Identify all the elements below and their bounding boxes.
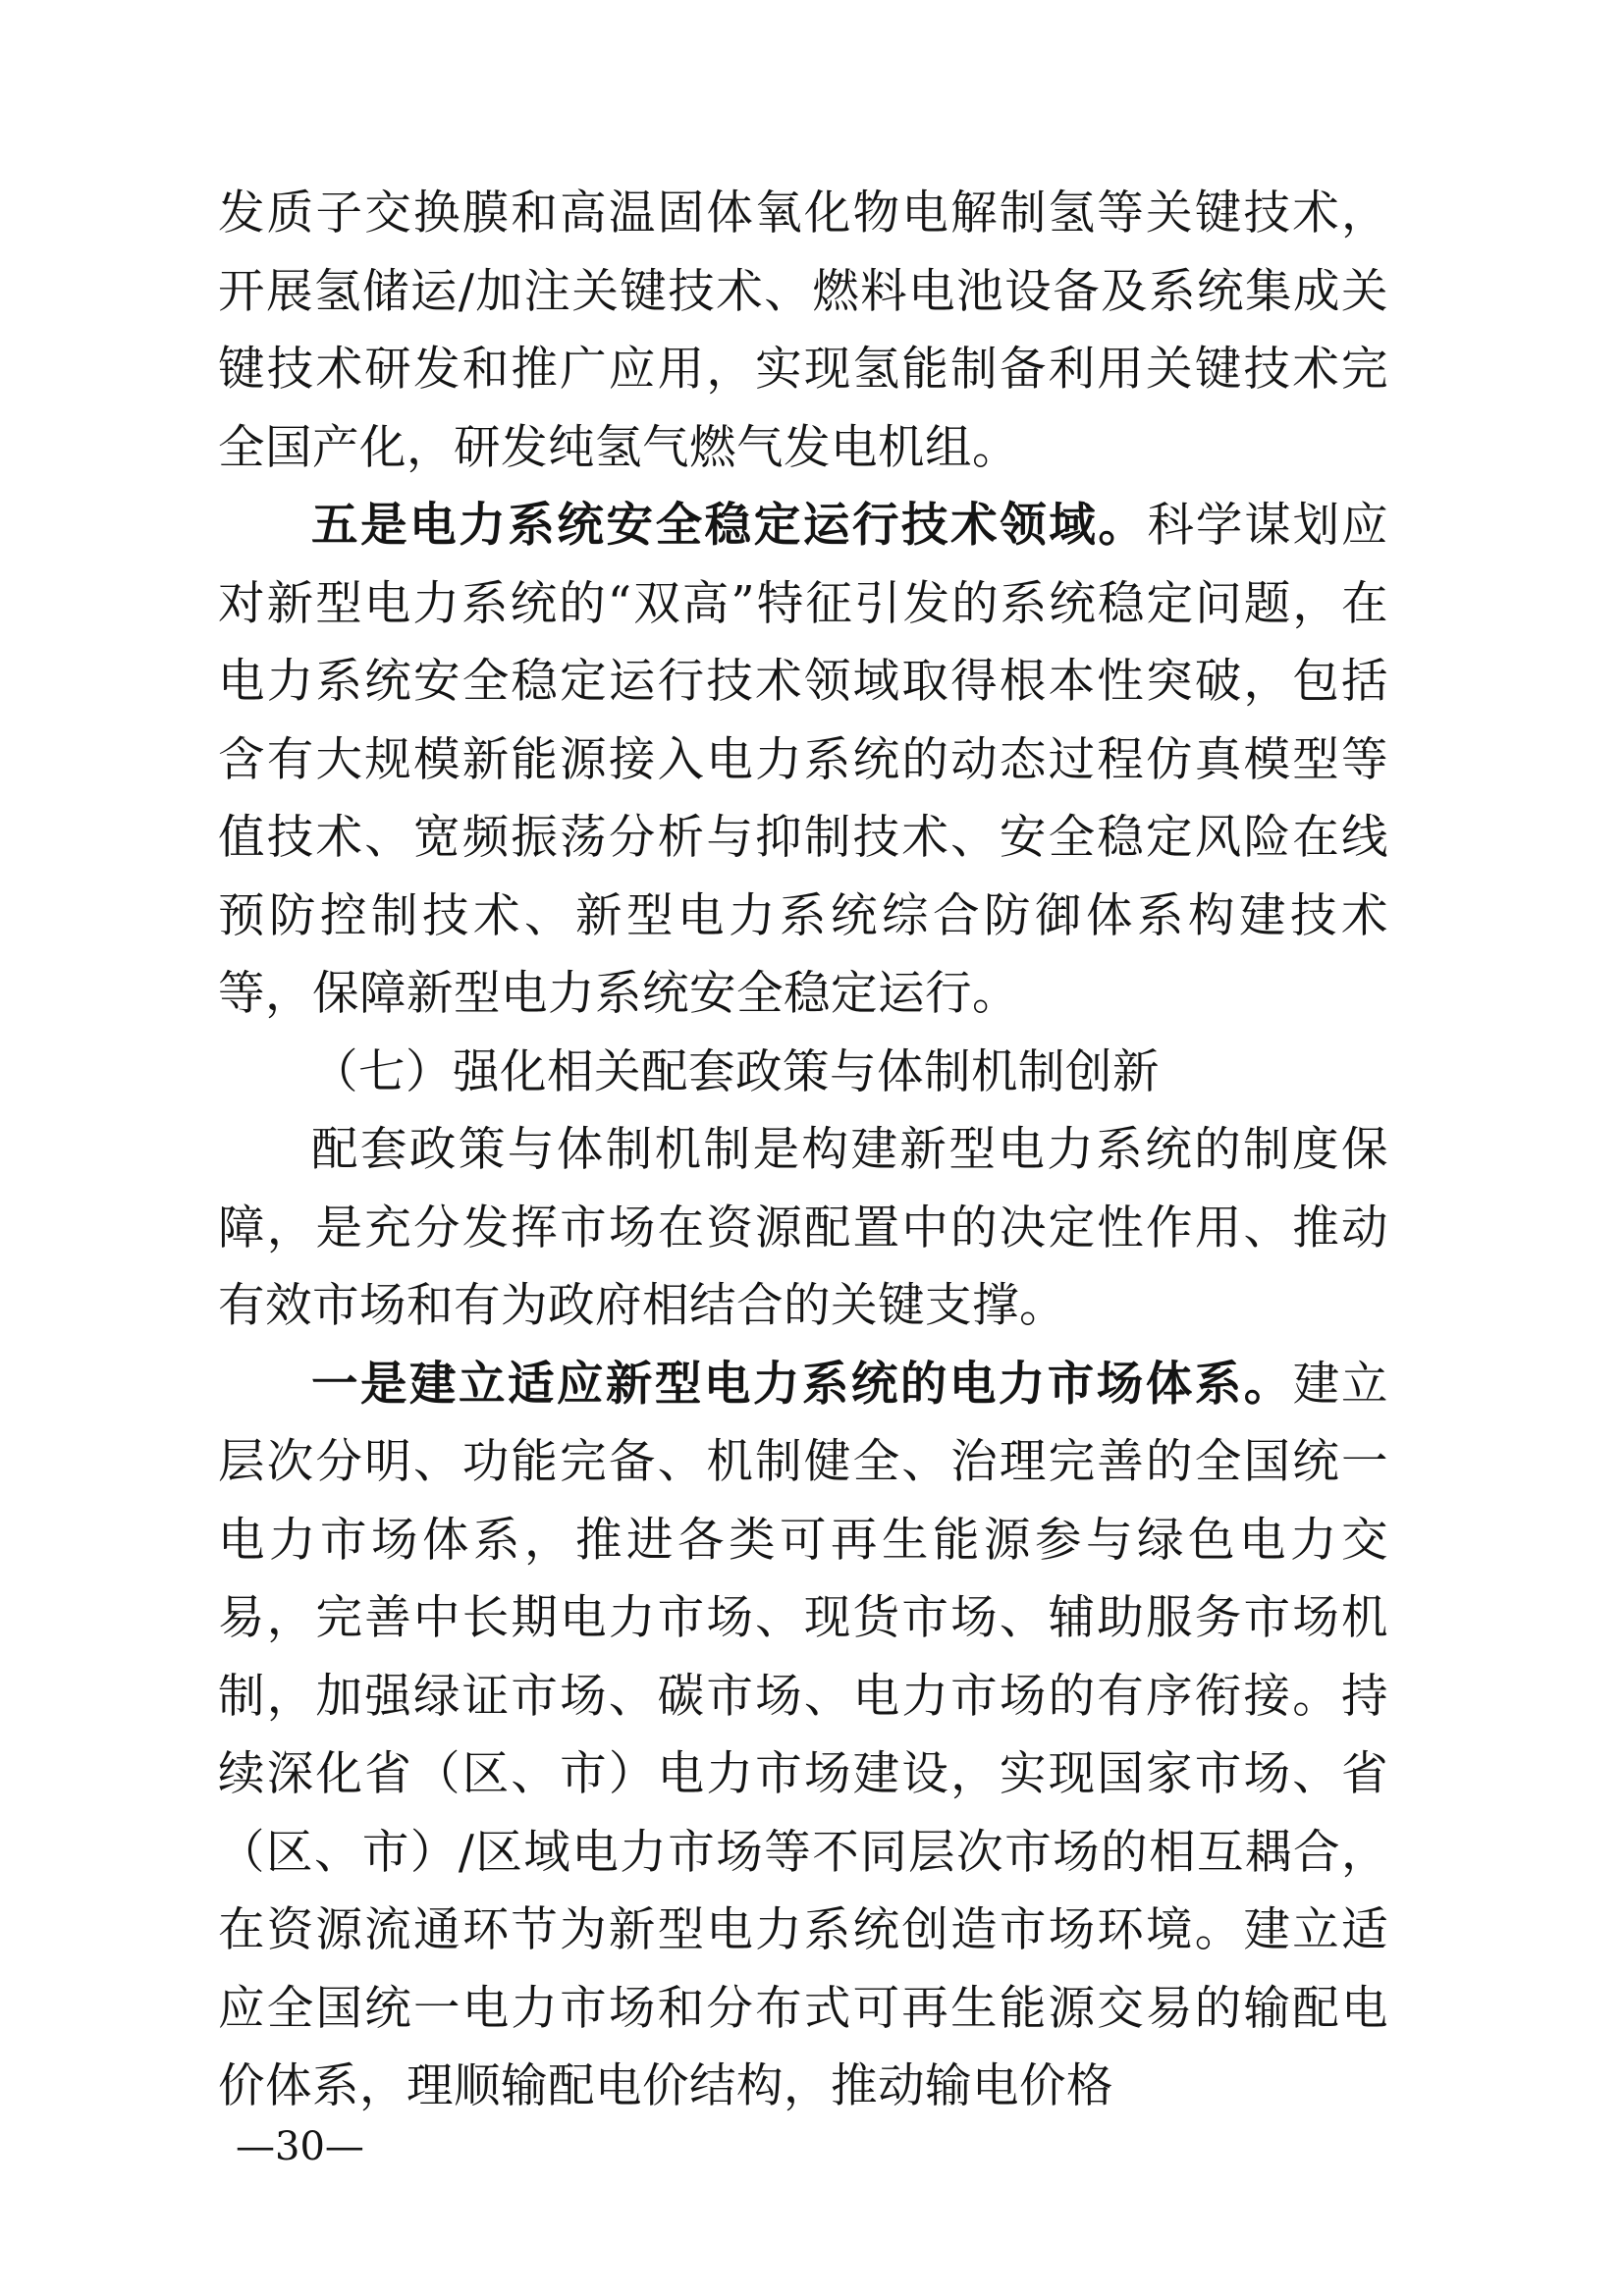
page-number-footer — [218, 2120, 1388, 2173]
page-number-label: —30— — [236, 2124, 364, 2169]
paragraph-grid-safety — [218, 487, 1388, 1034]
paragraph-lead-heading: 五是电力系统安全稳定运行技术领域。 — [311, 498, 1148, 553]
paragraph-market-system — [218, 1346, 1388, 2126]
page-text-block — [218, 175, 1388, 2126]
paragraph-run-text: 配套政策与体制机制是构建新型电力系统的制度保障，是充分发挥市场在资源配置中的决定性作用、推动有效市场和有为政府相结合的关键支撑。 — [218, 1123, 1388, 1333]
paragraph-run-text: 建立层次分明、功能完备、机制健全、治理完善的全国统一电力市场体系，推进各类可再生能源参与绿色电力交易，完善中长期电力市场、现货市场、辅助服务市场机制，加强绿证市场、碳市场、电力市场的有序衔接。持续深化省（区、市）电力市场建设，实现国家市场、省（区、市）/区域电力市场等不同层次市场的相互耦合，在资源流通环节为新型电力系统创造市场环境。建立适应全国统一电力市场和分布式可再生能源交易的输配电价体系，理顺输配电价结构，推动输电价格 — [218, 1357, 1389, 2113]
paragraph-policy-intro — [218, 1111, 1388, 1346]
section-heading-seven — [218, 1034, 1388, 1112]
paragraph-run-text: 科学谋划应对新型电力系统的“双高”特征引发的系统稳定问题，在电力系统安全稳定运行技术领域取得根本性突破，包括含有大规模新能源接入电力系统的动态过程仿真模型等值技术、宽频振荡分析与抑制技术、安全稳定风险在线预防控制技术、新型电力系统综合防御体系构建技术等，保障新型电力系统安全稳定运行。 — [218, 499, 1388, 1021]
paragraph-hydrogen-tech — [218, 175, 1388, 487]
paragraph-run-text: 发质子交换膜和高温固体氧化物电解制氢等关键技术，开展氢储运/加注关键技术、燃料电池设备及系统集成关键技术研发和推广应用，实现氢能制备利用关键技术完全国产化，研发纯氢气燃气发电机组。 — [218, 187, 1388, 475]
section-heading-text: （七）强化相关配套政策与体制机制创新 — [311, 1044, 1160, 1099]
paragraph-lead-heading: 一是建立适应新型电力系统的电力市场体系。 — [311, 1356, 1293, 1412]
